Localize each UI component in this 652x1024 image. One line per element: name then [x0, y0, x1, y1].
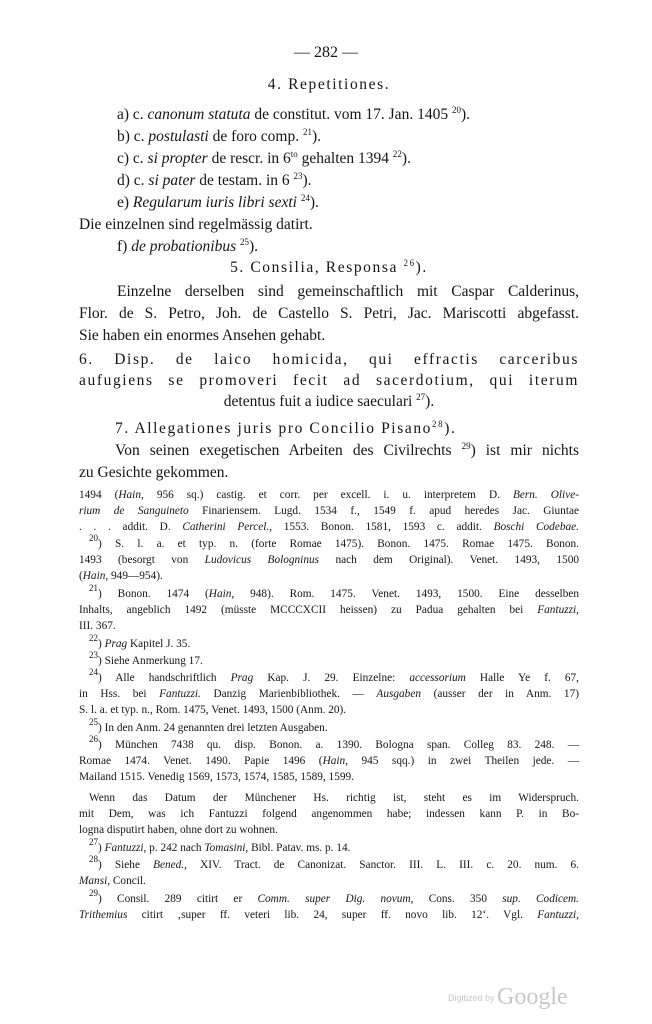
- heading-disp-line2: aufugiens se promoveri fecit ad sacerdotium, qui iterum: [79, 372, 579, 389]
- footnote-21-line3: III. 367.: [79, 620, 116, 632]
- item-d: d) c. si pater de testam. in 6 $^{23}$).: [117, 171, 312, 189]
- note-remark-line3: logna disputirt haben, ohne dort zu wohnen.: [79, 824, 278, 836]
- footnote-29-line1: $^{29}$) Consil. 289 citirt er Comm. super Dig. novum, Cons. 350 sup. Codicem.: [89, 888, 579, 905]
- item-c: c) c. si propter de rescr. in $6^{to}$ gehalten 1394 $^{22}$).: [117, 149, 411, 167]
- note-cont-line2: rium de Sanguineto Finariensem. Lugd. 1534 f., 1549 f. apud heredes Jac. Giuntae: [79, 505, 580, 517]
- footnote-29-line2: Trithemius citirt ‚super ff. veteri lib. 24, super ff. novo lib. 12‘. Vgl. Fantuzzi,: [79, 909, 579, 921]
- para5-line3: Sie haben ein enormes Ansehen gehabt.: [79, 327, 326, 344]
- footnote-26-line3: Mailand 1515. Venedig 1569, 1573, 1574, 1585, 1589, 1599.: [79, 771, 354, 783]
- footnote-26-line2: Romae 1474. Venet. 1490. Papie 1496 (Hain, 945 sqq.) in zwei Theilen jede. —: [79, 755, 580, 767]
- footnote-25: $^{25}$) In den Anm. 24 genannten drei letzten Ausgaben.: [89, 717, 328, 734]
- footnote-28-line2: Mansi, Concil.: [79, 875, 146, 887]
- heading-repetitiones: 4. Repetitiones.: [267, 76, 391, 93]
- item-b: b) c. postulasti de foro comp. $^{21}$).: [117, 127, 322, 145]
- para5-line1: Einzelne derselben sind gemeinschaftlich mit Caspar Calderinus,: [117, 283, 579, 300]
- footnote-21-line1: $^{21}$) Bonon. 1474 (Hain, 948). Rom. 1475. Venet. 1493, 1500. Eine desselben: [89, 583, 580, 600]
- footnote-20-line2: 1493 (besorgt von Ludovicus Bologninus nach dem Original). Venet. 1493, 1500: [79, 554, 579, 566]
- heading-allegationes: 7. Allegationes juris pro Concilio Pisano$^{28}$).: [115, 419, 457, 437]
- datirt-line: Die einzelnen sind regelmässig datirt.: [79, 216, 313, 233]
- item-e: e) Regularum iuris libri sexti $^{24}$).: [117, 193, 319, 211]
- footnote-23: $^{23}$) Siehe Anmerkung 17.: [89, 650, 203, 667]
- footnote-26-line1: $^{26}$) München 7438 qu. disp. Bonon. a. 1390. Bologna span. Colleg 83. 248. —: [89, 734, 579, 751]
- footnote-28-line1: $^{28}$) Siehe Bened., XIV. Tract. de Canonizat. Sanctor. III. L. III. c. 20. num. 6.: [89, 854, 579, 871]
- footnote-20-line1: $^{20}$) S. l. a. et typ. n. (forte Romae 1475). Bonon. 1475. Romae 1475. Bonon.: [89, 533, 579, 550]
- footnote-24-line3: S. l. a. et typ. n., Rom. 1475, Venet. 1493, 1500 (Anm. 20).: [79, 704, 347, 716]
- footnote-24-line1: $^{24}$) Alle handschriftlich Prag Kap. J. 29. Einzelne: accessorium Halle Ye f. 67,: [89, 667, 579, 684]
- heading-disp-line1: 6. Disp. de laico homicida, qui effractis carceribus: [79, 351, 579, 368]
- item-f: f) de probationibus $^{25}$).: [117, 237, 259, 255]
- footnote-20-line3: (Hain, 949—954).: [79, 570, 163, 582]
- footnote-21-line2: Inhalts, angeblich 1492 (müsste MCCCXCII heissen) zu Padua gehalten bei Fantuzzi,: [79, 604, 579, 616]
- heading-disp-line3: detentus fuit a iudice saeculari $^{27}$).: [223, 392, 435, 410]
- para7-line1: Von seinen exegetischen Arbeiten des Civilrechts $^{29}$) ist mir nichts: [115, 441, 580, 459]
- note-cont-line1: 1494 (Hain, 956 sq.) castig. et corr. per excell. i. u. interpretem D. Bern. Olive-: [79, 489, 579, 501]
- footnote-27: $^{27}$) Fantuzzi, p. 242 nach Tomasini, Bibl. Patav. ms. p. 14.: [89, 837, 351, 854]
- footnote-22: $^{22}$) Prag Kapitel J. 35.: [89, 633, 191, 650]
- page-number: — 282 —: [294, 44, 358, 61]
- item-a: a) c. canonum statuta de constitut. vom 17. Jan. 1405 $^{20}$).: [117, 105, 470, 123]
- note-remark-line1: Wenn das Datum der Münchener Hs. richtig ist, steht es im Widerspruch.: [89, 792, 579, 804]
- footnote-24-line2: in Hss. bei Fantuzzi. Danzig Marienbibliothek. — Ausgaben (ausser der in Anm. 17): [79, 688, 579, 700]
- para7-line2: zu Gesichte gekommen.: [79, 464, 229, 481]
- note-remark-line2: mit Dem, was ich Fantuzzi folgend angenommen habe; indessen kann P. in Bo-: [79, 808, 579, 820]
- digitized-by-google-watermark: Digitized by Google: [448, 984, 568, 1010]
- para5-line2: Flor. de S. Petro, Joh. de Castello S. Petri, Jac. Mariscotti abgefasst.: [79, 305, 579, 322]
- note-cont-line3: . . . addit. D. Catherini Percel., 1553. Bonon. 1581, 1593 c. addit. Boschi Codebae.: [79, 521, 579, 533]
- heading-consilia: 5. Consilia, Responsa $^{26}$).: [230, 258, 428, 276]
